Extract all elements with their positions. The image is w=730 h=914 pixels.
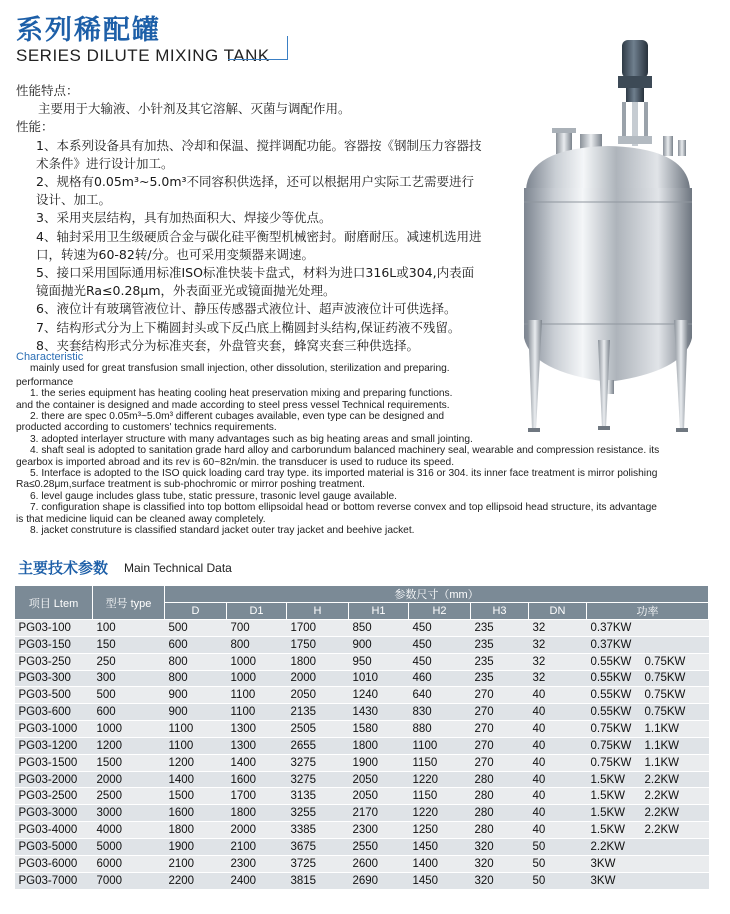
cell-h3: 280 <box>471 771 529 788</box>
cell-h: 1750 <box>287 636 349 653</box>
col-header-item: 项目 Ltem <box>15 586 93 620</box>
en-performance-line: producted according to customers' technics requirements. <box>16 422 277 434</box>
cell-power <box>587 754 709 771</box>
cell-h2: 1450 <box>409 838 471 855</box>
cell-h1: 2170 <box>349 805 409 822</box>
cell-h1: 1010 <box>349 670 409 687</box>
cell-dn: 32 <box>529 670 587 687</box>
cell-h1: 1580 <box>349 721 409 738</box>
cell-h2: 880 <box>409 721 471 738</box>
cell-type: 600 <box>93 704 165 721</box>
performance-item-6: 6、液位计有玻璃管液位计、静压传感器式液位计、超声波液位计可供选择。 <box>36 301 457 317</box>
cell-h2: 1250 <box>409 822 471 839</box>
cell-d: 1800 <box>165 822 227 839</box>
cell-type: 150 <box>93 636 165 653</box>
cell-h3: 235 <box>471 653 529 670</box>
cell-h: 1800 <box>287 653 349 670</box>
col-header-group: 参数尺寸（mm） <box>165 586 709 603</box>
tech-data-title: 主要技术参数 <box>18 559 109 577</box>
cell-item: PG03-6000 <box>15 855 93 872</box>
performance-item-8: 8、夹套结构形式分为标准夹套，外盘管夹套，蜂窝夹套三种供选择。 <box>36 337 419 353</box>
table-row <box>15 754 709 771</box>
col-header-type: 型号 type <box>93 586 165 620</box>
cell-power <box>587 636 709 653</box>
cell-power <box>587 704 709 721</box>
table-row <box>15 721 709 738</box>
features-label: 性能特点： <box>16 83 79 98</box>
cell-d1: 1600 <box>227 771 287 788</box>
cell-h2: 1150 <box>409 788 471 805</box>
cell-item: PG03-4000 <box>15 822 93 839</box>
cell-power <box>587 838 709 855</box>
en-performance-line: Ra≤0.28μm,surface treatment is sub-phochromic or mirror poshing treatment. <box>16 479 365 491</box>
cell-h: 2050 <box>287 687 349 704</box>
col-header-h1: H1 <box>349 603 409 620</box>
power-value-alt: 1.1KW <box>644 739 680 752</box>
cell-h3: 270 <box>471 737 529 754</box>
cell-h3: 320 <box>471 838 529 855</box>
cell-h: 2655 <box>287 737 349 754</box>
performance-item-2: 2、规格有0.05m³~5.0m³不同容积供选择，还可以根据用户实际工艺需要进行设计、加工。 <box>36 174 475 208</box>
cell-d1: 1400 <box>227 754 287 771</box>
title-bracket-decoration <box>228 36 288 60</box>
cell-h1: 2050 <box>349 771 409 788</box>
performance-item-3: 3、采用夹层结构，具有加热面积大、焊接少等优点。 <box>36 210 332 226</box>
cell-power <box>587 620 709 637</box>
cell-h: 2505 <box>287 721 349 738</box>
cell-h3: 270 <box>471 754 529 771</box>
cell-d: 500 <box>165 620 227 637</box>
cell-dn: 40 <box>529 704 587 721</box>
cell-h2: 450 <box>409 620 471 637</box>
power-value-alt: 1.1KW <box>644 756 680 769</box>
cell-h2: 450 <box>409 636 471 653</box>
power-value: 0.75KW <box>590 722 632 735</box>
col-header-h3: H3 <box>471 603 529 620</box>
col-header-power: 功率 <box>587 603 709 620</box>
cell-h: 3275 <box>287 771 349 788</box>
table-row <box>15 872 709 889</box>
cell-d: 1100 <box>165 721 227 738</box>
table-row <box>15 822 709 839</box>
en-performance-line: 1. the series equipment has heating cooling heat preservation mixing and preparing functions. <box>30 388 453 400</box>
cell-d: 900 <box>165 704 227 721</box>
cell-d: 600 <box>165 636 227 653</box>
cell-h3: 280 <box>471 788 529 805</box>
cell-d1: 1100 <box>227 687 287 704</box>
cell-h2: 830 <box>409 704 471 721</box>
cell-power <box>587 855 709 872</box>
cell-h: 3675 <box>287 838 349 855</box>
cell-power <box>587 822 709 839</box>
table-row <box>15 805 709 822</box>
cell-item: PG03-500 <box>15 687 93 704</box>
cell-type: 3000 <box>93 805 165 822</box>
en-performance-line: 4. shaft seal is adopted to sanitation grade hard alloy and carborundum balanced machinery seal, wearable and compression resistance. its <box>30 445 660 457</box>
cell-d1: 1000 <box>227 670 287 687</box>
cell-power <box>587 721 709 738</box>
power-value-alt: 0.75KW <box>644 672 686 685</box>
col-header-h2: H2 <box>409 603 471 620</box>
cell-h1: 850 <box>349 620 409 637</box>
cell-h1: 2600 <box>349 855 409 872</box>
cell-power <box>587 805 709 822</box>
table-row <box>15 788 709 805</box>
table-row <box>15 620 709 637</box>
power-value-alt: 2.2KW <box>644 807 680 820</box>
cell-dn: 40 <box>529 788 587 805</box>
technical-data-table <box>14 585 709 890</box>
cell-d: 2200 <box>165 872 227 889</box>
cell-item: PG03-250 <box>15 653 93 670</box>
table-row <box>15 704 709 721</box>
cell-d1: 2300 <box>227 855 287 872</box>
cell-d1: 1800 <box>227 805 287 822</box>
characteristic-text: mainly used for great transfusion small injection, other dissolution, sterilization and preparing. <box>30 363 450 375</box>
cell-type: 500 <box>93 687 165 704</box>
cell-dn: 40 <box>529 822 587 839</box>
power-value: 0.75KW <box>590 756 632 769</box>
cell-type: 1200 <box>93 737 165 754</box>
power-value: 1.5KW <box>590 773 626 786</box>
cell-d1: 1100 <box>227 704 287 721</box>
cell-dn: 40 <box>529 721 587 738</box>
cell-d: 800 <box>165 653 227 670</box>
cell-h: 3725 <box>287 855 349 872</box>
cell-item: PG03-100 <box>15 620 93 637</box>
table-row <box>15 670 709 687</box>
cell-d: 1900 <box>165 838 227 855</box>
page-subtitle: SERIES DILUTE MIXING TANK <box>16 46 270 65</box>
cell-h1: 900 <box>349 636 409 653</box>
power-value-alt: 2.2KW <box>644 790 680 803</box>
power-value-alt: 2.2KW <box>644 773 680 786</box>
cell-power <box>587 670 709 687</box>
table-row <box>15 771 709 788</box>
table-row <box>15 737 709 754</box>
cell-h2: 1150 <box>409 754 471 771</box>
power-value: 0.37KW <box>590 621 632 634</box>
cell-d1: 2000 <box>227 822 287 839</box>
cell-h1: 2050 <box>349 788 409 805</box>
en-performance-line: is that medicine liquid can be cleaned away completely. <box>16 513 266 525</box>
cell-h3: 320 <box>471 872 529 889</box>
tech-data-subtitle: Main Technical Data <box>124 561 232 575</box>
en-performance-line: 6. level gauge includes glass tube, static pressure, trasonic level gauge available. <box>30 490 397 502</box>
power-value-alt: 0.75KW <box>644 655 686 668</box>
cell-h3: 235 <box>471 636 529 653</box>
cell-h: 2135 <box>287 704 349 721</box>
cell-d: 2100 <box>165 855 227 872</box>
cell-type: 1500 <box>93 754 165 771</box>
power-value: 0.55KW <box>590 706 632 719</box>
power-value: 0.55KW <box>590 672 632 685</box>
power-value: 0.55KW <box>590 689 632 702</box>
cell-h3: 280 <box>471 822 529 839</box>
cell-h: 3815 <box>287 872 349 889</box>
table-row <box>15 855 709 872</box>
cell-dn: 32 <box>529 636 587 653</box>
cell-d: 1400 <box>165 771 227 788</box>
characteristic-label: Characteristic <box>16 351 84 363</box>
power-value: 2.2KW <box>590 840 626 853</box>
en-performance-line: 2. there are spec 0.05m³~5.0m³ different cubages available, even type can be designed and <box>30 411 445 423</box>
power-value-alt: 1.1KW <box>644 722 680 735</box>
cell-h: 3255 <box>287 805 349 822</box>
cell-dn: 40 <box>529 754 587 771</box>
cell-dn: 40 <box>529 771 587 788</box>
cell-d: 1500 <box>165 788 227 805</box>
cell-type: 300 <box>93 670 165 687</box>
cell-d: 900 <box>165 687 227 704</box>
cell-h1: 2300 <box>349 822 409 839</box>
chinese-description <box>16 82 486 355</box>
cell-power <box>587 872 709 889</box>
cell-item: PG03-600 <box>15 704 93 721</box>
performance-label: 性能： <box>16 119 54 135</box>
cell-dn: 50 <box>529 855 587 872</box>
cell-h3: 235 <box>471 620 529 637</box>
power-value-alt: 0.75KW <box>644 706 686 719</box>
cell-dn: 40 <box>529 687 587 704</box>
cell-item: PG03-150 <box>15 636 93 653</box>
cell-h1: 1800 <box>349 737 409 754</box>
power-value-alt: 2.2KW <box>644 824 680 837</box>
en-performance-line: and the container is designed and made according to steel press vessel Technical requirements. <box>16 399 450 411</box>
cell-d1: 1000 <box>227 653 287 670</box>
en-performance-line: gearbox is imported abroad and its rev is 60~82n/min. the transducer is used to ruduce its speed. <box>16 456 455 468</box>
cell-item: PG03-3000 <box>15 805 93 822</box>
cell-power <box>587 737 709 754</box>
power-value: 1.5KW <box>590 824 626 837</box>
cell-dn: 50 <box>529 838 587 855</box>
english-description <box>16 352 716 537</box>
cell-dn: 32 <box>529 653 587 670</box>
cell-power <box>587 687 709 704</box>
cell-h2: 1220 <box>409 805 471 822</box>
cell-type: 5000 <box>93 838 165 855</box>
table-row <box>15 687 709 704</box>
col-header-d: D <box>165 603 227 620</box>
cell-h3: 235 <box>471 670 529 687</box>
cell-h3: 270 <box>471 687 529 704</box>
cell-type: 100 <box>93 620 165 637</box>
table-row <box>15 636 709 653</box>
performance-item-5: 5、接口采用国际通用标准ISO标准快装卡盘式，材料为进口316L或304,内表面镜面抛光Ra≤0.28μm，外表面亚光或镜面抛光处理。 <box>36 265 475 299</box>
cell-dn: 40 <box>529 737 587 754</box>
cell-h3: 270 <box>471 704 529 721</box>
cell-h3: 320 <box>471 855 529 872</box>
cell-h: 3135 <box>287 788 349 805</box>
cell-d: 1200 <box>165 754 227 771</box>
cell-d1: 700 <box>227 620 287 637</box>
cell-type: 6000 <box>93 855 165 872</box>
power-value: 3KW <box>590 857 616 870</box>
cell-h3: 270 <box>471 721 529 738</box>
cell-h1: 1900 <box>349 754 409 771</box>
cell-d1: 1300 <box>227 721 287 738</box>
cell-d: 1100 <box>165 737 227 754</box>
cell-item: PG03-300 <box>15 670 93 687</box>
en-performance-label: performance <box>16 376 74 388</box>
cell-h3: 280 <box>471 805 529 822</box>
table-row <box>15 838 709 855</box>
cell-dn: 40 <box>529 805 587 822</box>
cell-h: 3275 <box>287 754 349 771</box>
cell-type: 2500 <box>93 788 165 805</box>
page-title: 系列稀配罐 <box>16 15 161 46</box>
cell-dn: 32 <box>529 620 587 637</box>
cell-power <box>587 653 709 670</box>
power-value: 0.55KW <box>590 655 632 668</box>
en-performance-line: 7. configuration shape is classified into top bottom ellipsoidal head or bottom reverse convex and top ellipsoid head structure, its advantage <box>30 502 657 514</box>
cell-h2: 450 <box>409 653 471 670</box>
en-performance-line: 3. adopted interlayer structure with many advantages such as big heating areas and small jointing. <box>30 433 473 445</box>
cell-h2: 460 <box>409 670 471 687</box>
cell-h: 3385 <box>287 822 349 839</box>
cell-h2: 1450 <box>409 872 471 889</box>
en-performance-line: 8. jacket construture is classified standard jacket outer tray jacket and beehive jacket. <box>30 525 415 537</box>
cell-type: 250 <box>93 653 165 670</box>
cell-h1: 2690 <box>349 872 409 889</box>
cell-item: PG03-5000 <box>15 838 93 855</box>
performance-item-4: 4、轴封采用卫生级硬质合金与碳化硅平衡型机械密封。耐磨耐压。减速机选用进口，转速为60-82转/分。也可采用变频器来调速。 <box>36 228 482 262</box>
cell-item: PG03-2500 <box>15 788 93 805</box>
en-performance-line: 5. Interface is adopted to the ISO quick loading card tray type. its imported material is 316 or 304. its inner face treatment is mirror polishing <box>30 468 658 480</box>
power-value: 1.5KW <box>590 807 626 820</box>
cell-h1: 950 <box>349 653 409 670</box>
power-value: 0.75KW <box>590 739 632 752</box>
cell-d1: 2400 <box>227 872 287 889</box>
table-row <box>15 653 709 670</box>
cell-h2: 1220 <box>409 771 471 788</box>
cell-h1: 1430 <box>349 704 409 721</box>
cell-h1: 2550 <box>349 838 409 855</box>
en-performance-list <box>16 388 716 536</box>
cell-h2: 640 <box>409 687 471 704</box>
features-text: 主要用于大输液、小针剂及其它溶解、灭菌与调配作用。 <box>38 101 351 117</box>
cell-item: PG03-1500 <box>15 754 93 771</box>
cell-power <box>587 771 709 788</box>
cell-type: 7000 <box>93 872 165 889</box>
cell-h1: 1240 <box>349 687 409 704</box>
cell-h: 1700 <box>287 620 349 637</box>
cell-d1: 1300 <box>227 737 287 754</box>
power-value: 3KW <box>590 874 616 887</box>
cell-item: PG03-2000 <box>15 771 93 788</box>
cell-item: PG03-7000 <box>15 872 93 889</box>
power-value: 1.5KW <box>590 790 626 803</box>
power-value-alt: 0.75KW <box>644 689 686 702</box>
cell-item: PG03-1000 <box>15 721 93 738</box>
cell-item: PG03-1200 <box>15 737 93 754</box>
cell-d1: 2100 <box>227 838 287 855</box>
col-header-h: H <box>287 603 349 620</box>
cell-dn: 50 <box>529 872 587 889</box>
cell-type: 4000 <box>93 822 165 839</box>
cell-power <box>587 788 709 805</box>
cell-d1: 1700 <box>227 788 287 805</box>
cell-type: 2000 <box>93 771 165 788</box>
cell-d1: 800 <box>227 636 287 653</box>
cell-h2: 1100 <box>409 737 471 754</box>
performance-item-7: 7、结构形式分为上下椭圆封头或下反凸底上椭圆封头结构,保证药液不残留。 <box>36 319 461 335</box>
performance-item-1: 1、本系列设备具有加热、冷却和保温、搅拌调配功能。容器按《钢制压力容器技术条件》进行设计加工。 <box>36 137 482 171</box>
col-header-d1: D1 <box>227 603 287 620</box>
cell-d: 800 <box>165 670 227 687</box>
cell-h2: 1400 <box>409 855 471 872</box>
col-header-dn: DN <box>529 603 587 620</box>
cell-h: 2000 <box>287 670 349 687</box>
cell-type: 1000 <box>93 721 165 738</box>
cell-d: 1600 <box>165 805 227 822</box>
power-value: 0.37KW <box>590 638 632 651</box>
